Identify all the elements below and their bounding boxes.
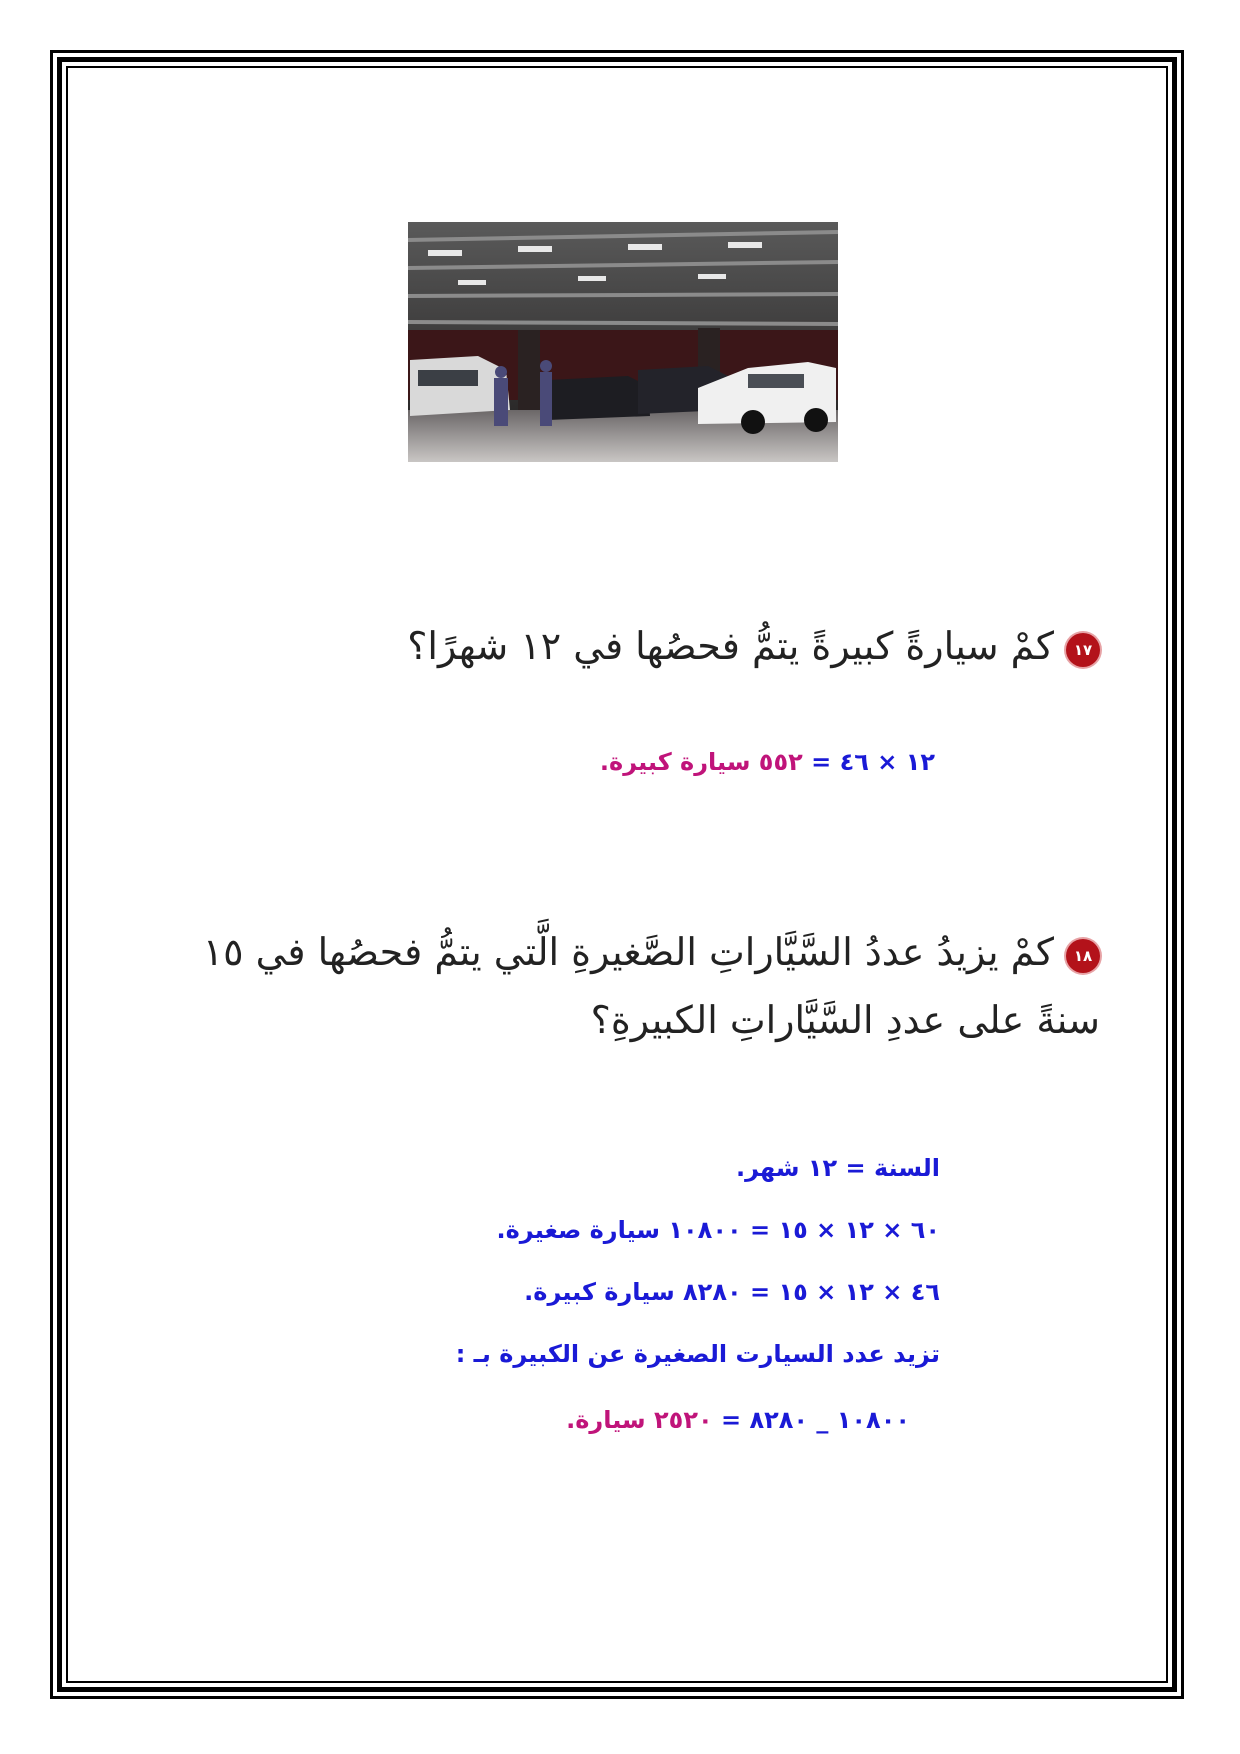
question-number-badge: ١٧ [1066,633,1100,667]
answer-18-final-expression: ١٠٨٠٠ _ ٨٢٨٠ = [712,1406,910,1434]
answer-18-line: تزيد عدد السيارت الصغيرة عن الكبيرة بـ : [455,1340,940,1368]
answer-18-line: السنة = ١٢ شهر. [736,1154,940,1182]
answer-17-expression: ١٢ × ٤٦ = [802,748,935,776]
answer-18-line: ٤٦ × ١٢ × ١٥ = ٨٢٨٠ سيارة كبيرة. [524,1278,940,1306]
answer-18-line: ٦٠ × ١٢ × ١٥ = ١٠٨٠٠ سيارة صغيرة. [496,1216,940,1244]
answer-18-final-result: ٢٥٢٠ سيارة. [566,1406,713,1434]
question-17-text: كمْ سيارةً كبيرةً يتمُّ فحصُها في ١٢ شهرًا؟ [407,624,1054,668]
answer-18-final [566,1406,910,1434]
garage-photo [398,210,846,480]
answer-17 [600,748,935,776]
answer-17-result: ٥٥٢ سيارة كبيرة. [599,748,803,776]
question-18 [140,918,1100,1054]
question-17 [407,624,1100,668]
question-number-badge: ١٨ [1066,939,1100,973]
question-18-text: كمْ يزيدُ عددُ السَّيَّاراتِ الصَّغيرةِ الَّتي يتمُّ فحصُها في ١٥ سنةً على عددِ السَّيَّاراتِ الكبيرةِ؟ [202,930,1100,1042]
